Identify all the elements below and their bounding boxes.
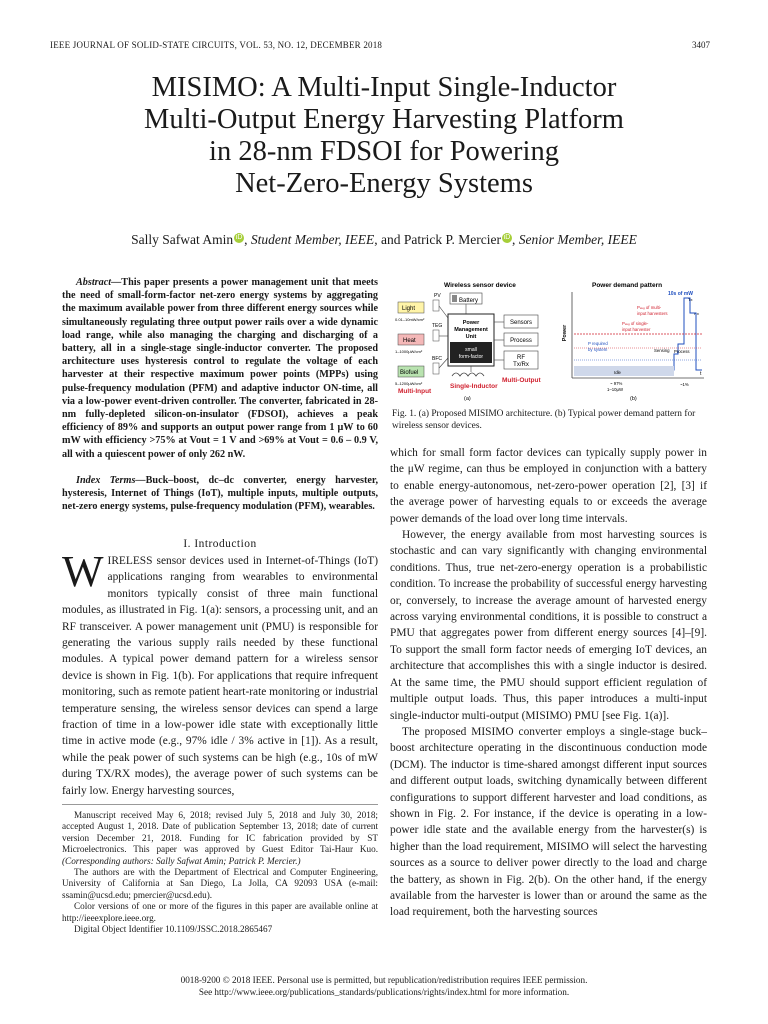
author-2-role: Senior Member, IEEE	[518, 232, 637, 247]
process-label: Process	[510, 338, 532, 344]
copyright-footer	[40, 974, 728, 998]
pmi-text-2: input harvesters	[637, 311, 668, 316]
bfc-icon	[433, 363, 439, 374]
idle-pct: ~ 97%	[610, 381, 623, 386]
abstract	[62, 276, 378, 461]
t-axis-label: t	[700, 371, 702, 377]
pv-label: PV	[434, 293, 441, 299]
figure-1	[392, 278, 710, 404]
power-axis-label: Power	[562, 324, 568, 342]
light-label: Light	[402, 306, 416, 312]
fig-label-b: (b)	[630, 396, 637, 402]
right-paragraph-3: The proposed MISIMO converter employs a single-stage buck–boost architecture operating in the discontinuous conduction mode (DCM). The inductor is time-shared amongst different input sources and different output loads, switching dynamically between different configurations to support different harvester and load conditions, as shown in Fig. 2. For instance, if the device is operating in a low-power idle state and the available energy from the harvester(s) is higher than the load requirement, MISIMO will select the harvesting sources as a source to deliver power directly to the load and charge the battery, as shown in Fig. 2(b). On the other hand, if the energy available from the harvester is lower than or around the same as the load requirement, both the harvesting sources	[390, 725, 707, 919]
light-range: 0.01–10mW/cm²	[395, 317, 425, 322]
orcid-icon[interactable]: iD	[503, 233, 511, 241]
fig-a-title: Wireless sensor device	[444, 282, 516, 289]
abstract-text: This paper presents a power management unit that meets the need of small-form-factor net-zero energy systems by aggregating the maximum available power from three different energy sources while simultaneously regulating three output power rails over a wide dynamic load range, while also managing the charging and discharging of a battery, all in a single-stage single-inductor converter. The proposed architecture uses hysteresis control to regulate the voltage of each harvester at their respective maximum power points (MPPs) using pulse-frequency modulation (PFM) and adaptive inductor ON-time, all via a low-power event-driven controller. The converter, fabricated in 28-nm fully-depleted silicon-on-insulator (FDSOI), achieves a peak efficiency of 89% and supports an output power range from 1 μW to 60 mW with efficiency >75% at Vout = 1 V and >69% at Vout = 0.6 – 0.9 V, all with a quiescent power of only 262 nW.	[62, 277, 378, 460]
teg-icon	[433, 330, 439, 341]
pmu-small-2: form-factor	[458, 354, 484, 360]
figure-caption: Fig. 1. (a) Proposed MISIMO architecture. (b) Typical power demand pattern for wireless sensor devices.	[392, 409, 696, 431]
tx-label: Tx	[688, 297, 693, 302]
heat-range: 1–1000μW/cm²	[395, 349, 423, 354]
active-pct: ~1%	[680, 382, 689, 387]
title-line-1: MISIMO: A Multi-Input Single-Inductor	[151, 72, 617, 103]
author-1-role: Student Member, IEEE	[250, 232, 375, 247]
preq-text-1: P required	[588, 341, 608, 346]
title-line-4: Net-Zero-Energy Systems	[235, 168, 533, 199]
title-line-3: in 28-nm FDSOI for Powering	[209, 136, 559, 167]
biofuel-label: Biofuel	[400, 370, 419, 376]
battery-icon	[452, 295, 457, 302]
idle-label: Idle	[614, 370, 621, 375]
sensing-label: Sensing	[654, 348, 670, 353]
footnote-corresponding: (Corresponding authors: Sally Safwat Amin; Patrick P. Mercier.)	[62, 855, 301, 866]
rf-label-2: Tx/Rx	[513, 362, 529, 368]
heat-label: Heat	[403, 338, 416, 344]
biofuel-range: 5–1200μW/cm²	[395, 381, 423, 386]
process-b-label: Process	[674, 349, 690, 354]
title-line-2: Multi-Output Energy Harvesting Platform	[144, 104, 624, 135]
paper-title	[60, 72, 708, 200]
intro-paragraph	[62, 547, 379, 799]
footer-line-1: 0018-9200 © 2018 IEEE. Personal use is permitted, but republication/redistribution requires IEEE permission.	[180, 975, 588, 985]
author-1-name: Sally Safwat Amin	[131, 232, 234, 247]
footnote	[62, 810, 378, 935]
idle-region	[574, 366, 674, 376]
fig-b-title: Power demand pattern	[592, 282, 663, 289]
idle-power: 1–10μW	[607, 387, 624, 392]
author-line: Sally Safwat Amin iD , Student Member, IEEE, and Patrick P. Mercier iD , Senior Member, IEEE	[131, 232, 637, 247]
author-connector: , and	[374, 232, 404, 247]
pmu-line-1: Power	[462, 320, 480, 326]
right-column-text	[390, 445, 707, 921]
psi-text-2: input harvester	[622, 327, 651, 332]
psi-text-1: Pavg of single-	[622, 321, 649, 326]
inductor-icon	[452, 373, 484, 376]
page-number: 3407	[692, 40, 710, 50]
author-2-name: Patrick P. Mercier	[403, 232, 501, 247]
footnote-color: Color versions of one or more of the figures in this paper are available online at http://ieeexplore.ieee.org.	[62, 901, 378, 923]
pmu-line-3: Unit	[465, 334, 477, 340]
index-terms-label: Index Terms—	[76, 475, 146, 486]
running-header: IEEE JOURNAL OF SOLID-STATE CIRCUITS, VOL. 53, NO. 12, DECEMBER 2018	[50, 40, 383, 50]
fig-label-a: (a)	[464, 396, 471, 402]
multi-output-label: Multi-Output	[502, 377, 541, 384]
rf-label-1: RF	[517, 355, 525, 361]
bfc-label: BFC	[432, 356, 442, 362]
intro-text: IRELESS sensor devices used in Internet-of-Things (IoT) applications ranging from wearables to environmental monitors typically consist of three main functional modules, as illustrated in Fig. 1(a): sensors, a processing unit, and an RF transceiver. A power management unit (PMU) is responsible for generating the various supply rails needed by these functional modules. A typical power demand pattern for a wireless sensor device is shown in Fig. 1(b). For applications that require infrequent monitoring, such as remote patient heart-rate monitoring or industrial temperature sensing, the wireless sensor devices can spend a large fraction of time in a low-power idle state with exceptionally little time in active mode (e.g., 97% idle / 3% active in [1]). As a result, while the peak power of such systems can be high (e.g., 10s of mW during TX/RX modes), the average power of such systems can be fairly low. Energy harvesting sources,	[62, 555, 379, 797]
footer-line-2[interactable]: See http://www.ieee.org/publications_standards/publications/rights/index.html for more information.	[198, 987, 570, 997]
footnote-affiliation: The authors are with the Department of Electrical and Computer Engineering, University of California at San Diego, La Jolla, CA 92093 USA (e-mail: ssamin@ucsd.edu; pmercier@ucsd.edu).	[62, 867, 378, 900]
preq-text-2: by system	[588, 347, 608, 352]
index-terms-text: Buck–boost, dc–dc converter, energy harvester, hysteresis, Internet of Things (IoT), multiple inputs, multiple outputs, net-zero energy systems, pulse-frequency modulation (PFM), wearables.	[62, 475, 378, 513]
section-heading: I. Introduction	[183, 538, 257, 550]
footnote-manuscript: Manuscript received May 6, 2018; revised July 5, 2018 and July 30, 2018; accepted August 1, 2018. Date of publication September 13, 2018; date of current version December 21, 2018. Funding for IC fabrication provided by ST Microelectronics. This paper was approved by Guest Editor Tai-Haur Kuo.	[62, 810, 378, 855]
pv-icon	[433, 300, 439, 311]
orcid-icon[interactable]: iD	[235, 233, 243, 241]
pmu-line-2: Management	[454, 327, 488, 333]
right-paragraph-1: which for small form factor devices can typically supply power in the μW regime, can thus be employed in conjunction with a battery to enable energy-autonomous, net-zero-power operation [2], [3] if the average power of harvesting equals to or exceeds the average power demands of the load over long time intervals.	[390, 447, 707, 525]
sensors-label: Sensors	[509, 320, 533, 326]
abstract-label: Abstract—	[76, 277, 122, 288]
multi-input-label: Multi-Input	[398, 388, 432, 395]
single-inductor-label: Single-Inductor	[450, 383, 498, 390]
rx-label: Rx	[694, 311, 699, 316]
index-terms	[62, 474, 378, 514]
dropcap-letter: W	[62, 547, 104, 596]
footnote-divider	[62, 804, 378, 805]
teg-label: TEG	[432, 323, 443, 329]
peak-label: 10s of mW	[668, 291, 694, 297]
right-paragraph-2: However, the energy available from most harvesting sources is stochastic and can vary significantly with changing environmental conditions. Thus, true net-zero-energy operation is a probabilistic condition. To increase the probability of successful energy harvesting or, conversely, to increase the average amount of harvested energy across varying environmental conditions, it is possible to construct a PMU that aggregates power from different energy sources [4]–[9]. To support the small form factor needs of emerging IoT devices, an architecture that accomplishes this with a single inductor is desired. At the same time, the PMU should support efficient regulation of multiple output loads. Thus, this paper introduces a multi-input single-inductor multi-output (MISIMO) PMU [see Fig. 1(a)].	[390, 529, 707, 722]
pmu-small-1: small	[465, 347, 477, 353]
battery-label: Battery	[459, 298, 479, 304]
pmi-text-1: Pavg of multi-	[637, 305, 662, 310]
footnote-doi[interactable]: Digital Object Identifier 10.1109/JSSC.2018.2865467	[74, 924, 273, 935]
